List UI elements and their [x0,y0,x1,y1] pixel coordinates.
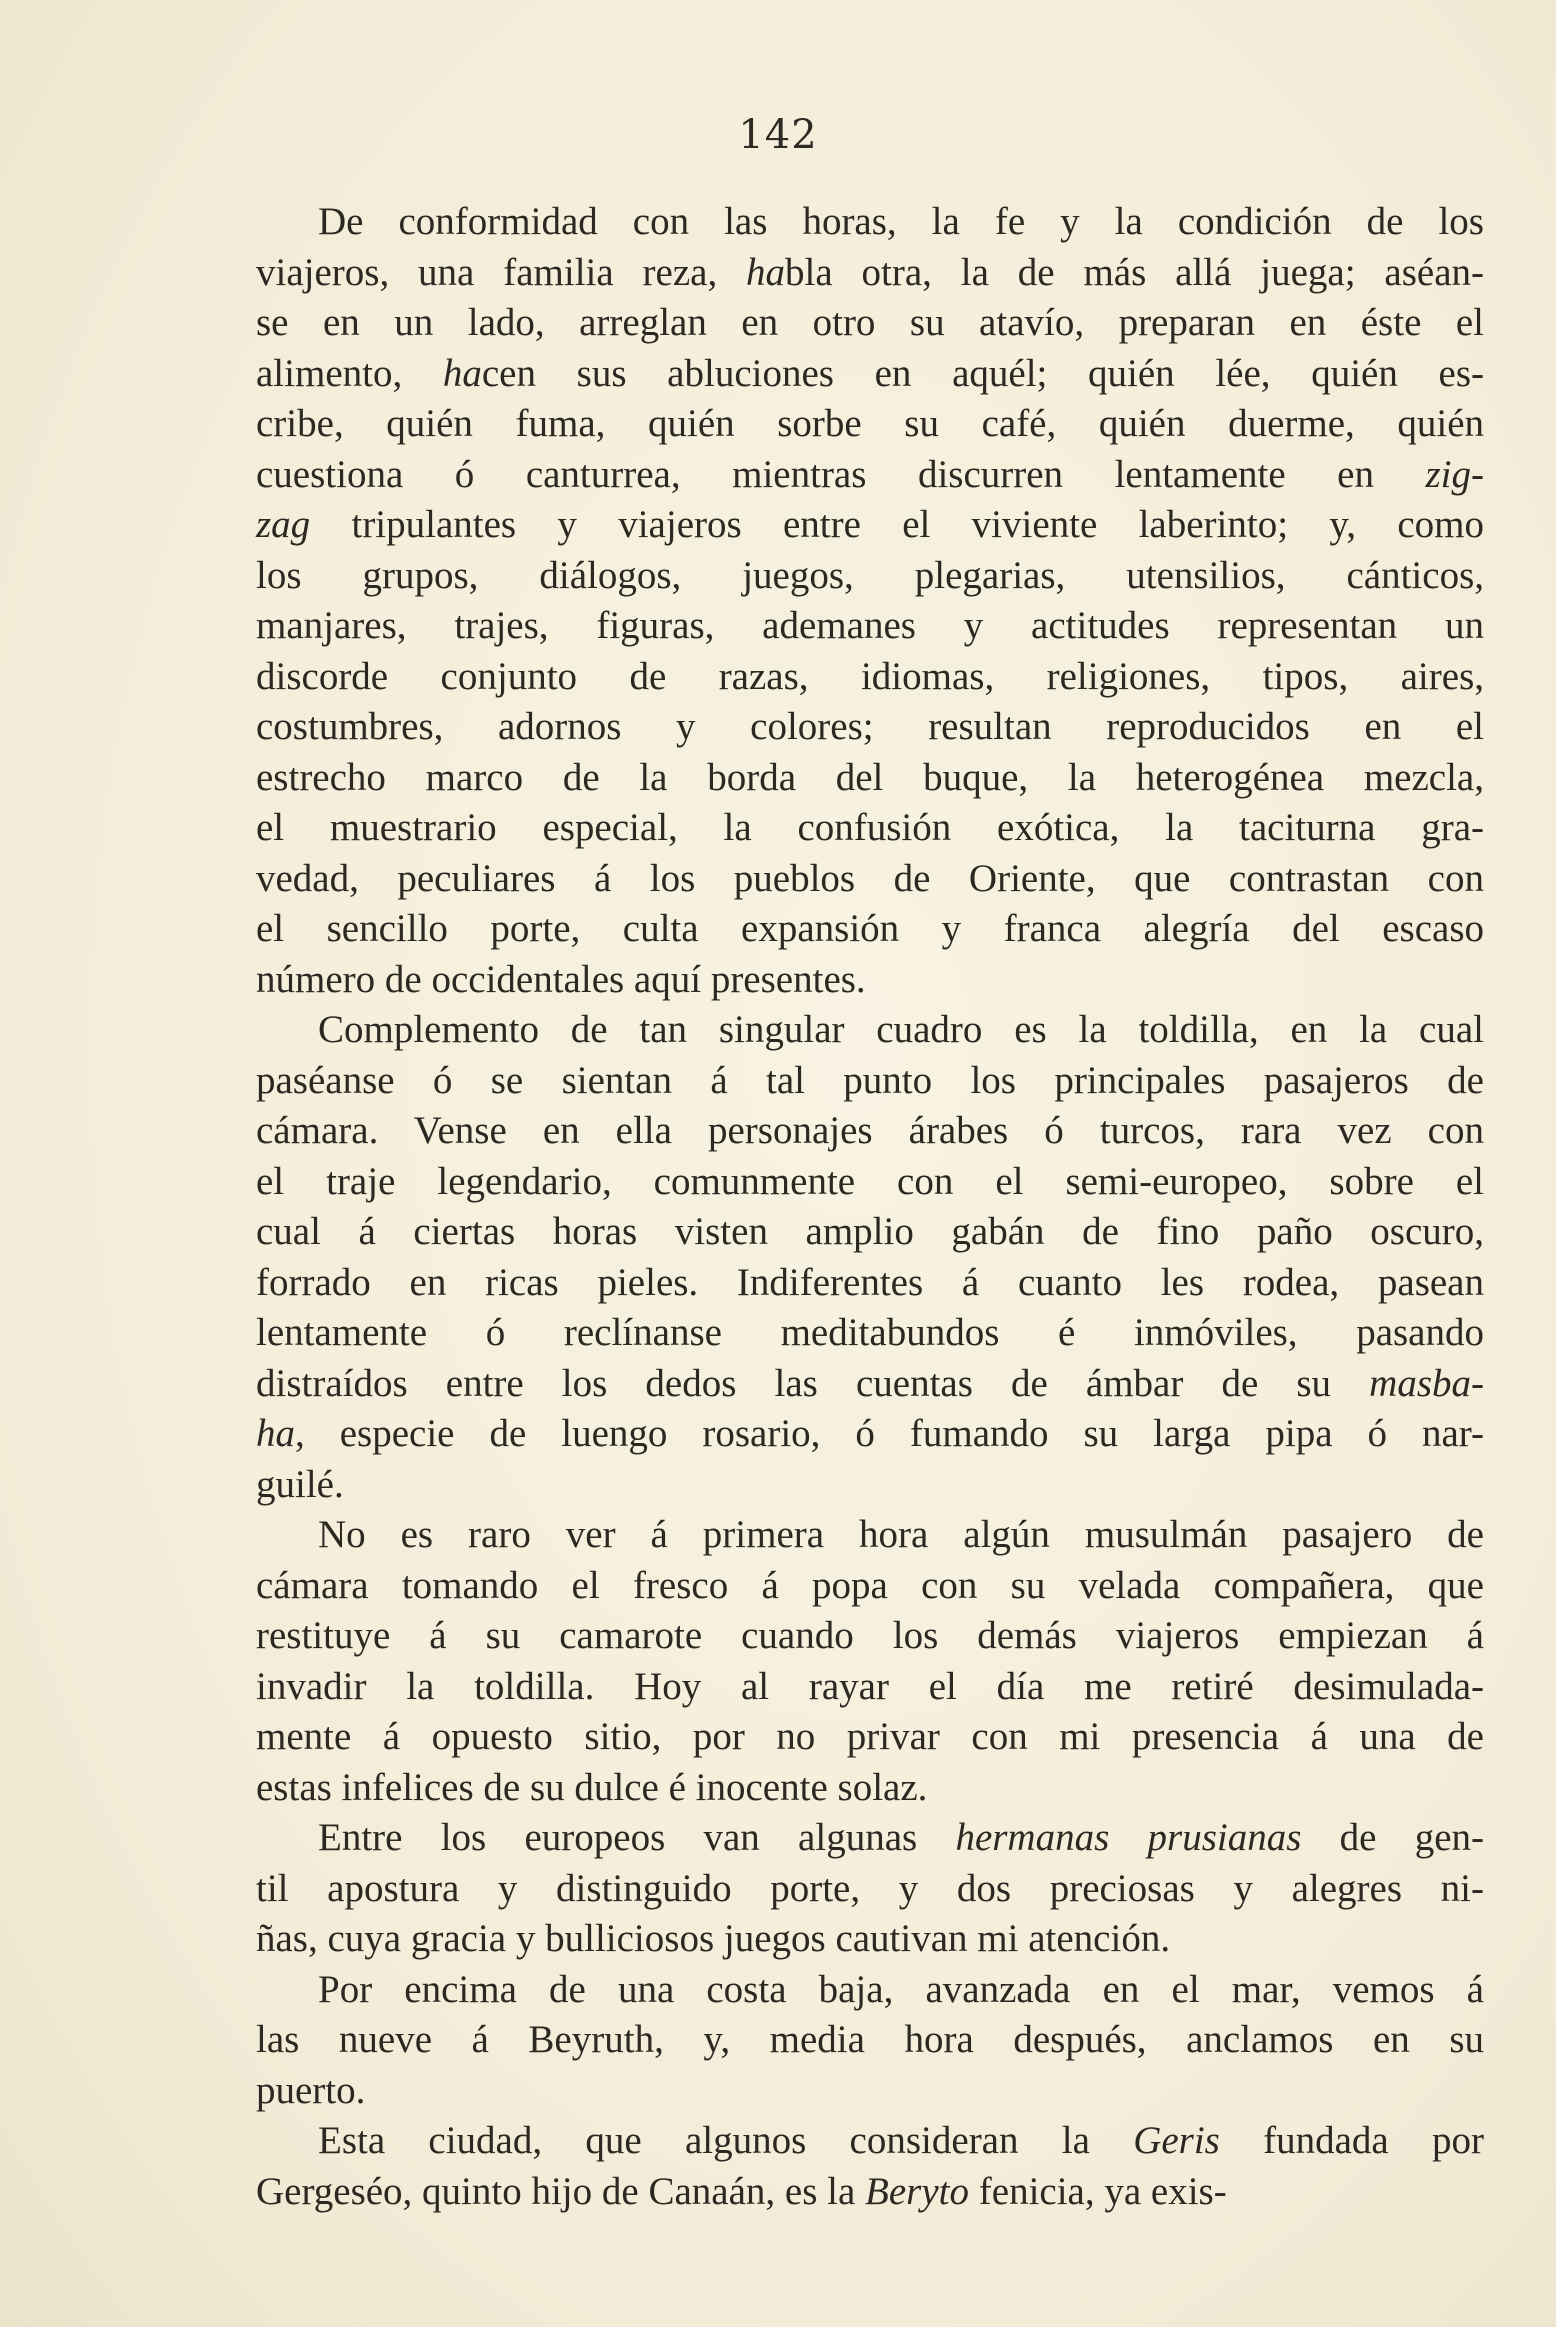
paragraph [256,1965,1484,2117]
text-line: zag tripulantes y viajeros entre el viviente laberinto; y, como [256,503,1484,546]
italic-term: zag [256,503,311,546]
text-line: puerto. [256,2068,366,2112]
text-line: el traje legendario, comunmente con el semi-europeo, sobre el [256,1159,1484,1203]
text-line: forrado en ricas pieles. Indiferentes á cuanto les rodea, pasean [256,1260,1484,1304]
text-line: invadir la toldilla. Hoy al rayar el día me retiré desimulada- [256,1664,1484,1708]
text-line: las nueve á Beyruth, y, media hora después, anclamos en su [256,2018,1484,2061]
text-line: Complemento de tan singular cuadro es la toldilla, en la cual [318,1008,1484,1051]
italic-term: Geris [1133,2119,1220,2162]
italic-term: ha [746,250,786,294]
text-line: lentamente ó reclínanse meditabundos é inmóviles, pasando [256,1311,1484,1354]
italic-term: Beryto [865,2169,970,2213]
text-line: paséanse ó se sientan á tal punto los principales pasajeros de [256,1058,1484,1102]
text-line: manjares, trajes, figuras, ademanes y actitudes representan un [256,604,1484,647]
paragraph [256,1813,1484,1965]
text-line: Esta ciudad, que algunos consideran la Geris fundada por [318,2119,1484,2162]
text-line: cual á ciertas horas visten amplio gabán de fino paño oscuro, [256,1210,1484,1253]
text-line: mente á opuesto sitio, por no privar con mi presencia á una de [256,1715,1484,1758]
text-line: estrecho marco de la borda del buque, la heterogénea mezcla, [256,755,1484,799]
text-line: alimento, hacen sus abluciones en aquél; quién lée, quién es- [256,351,1484,395]
text-line: vedad, peculiares á los pueblos de Oriente, que contrastan con [256,856,1484,900]
text-line: los grupos, diálogos, juegos, plegarias, utensilios, cánticos, [256,553,1484,597]
text-line: Por encima de una costa baja, avanzada en el mar, vemos á [318,1967,1484,2011]
text-line: estas infelices de su dulce é inocente solaz. [256,1765,928,1809]
text-line: No es raro ver á primera hora algún musulmán pasajero de [318,1513,1484,1556]
text-line: cuestiona ó canturrea, mientras discurren lentamente en zig- [256,452,1484,496]
text-line: el sencillo porte, culta expansión y franca alegría del escaso [256,907,1484,950]
text-line: discorde conjunto de razas, idiomas, religiones, tipos, aires, [256,654,1484,698]
paragraph [256,2116,1484,2217]
paragraph [256,1510,1484,1813]
text-line: número de occidentales aquí presentes. [256,957,866,1001]
text-line: el muestrario especial, la confusión exótica, la taciturna gra- [256,806,1484,849]
text-line: viajeros, una familia reza, habla otra, la de más allá juega; aséan- [256,250,1484,294]
text-line: Entre los europeos van algunas hermanas prusianas de gen- [318,1816,1484,1859]
text-line: cribe, quién fuma, quién sorbe su café, quién duerme, quién [256,402,1484,445]
italic-term: hermanas prusianas [955,1816,1302,1859]
paragraph [256,197,1484,1005]
paragraph [256,1005,1484,1510]
text-line: De conformidad con las horas, la fe y la condición de los [318,200,1484,243]
page-number: 142 [738,112,818,158]
text-line: distraídos entre los dedos las cuentas de ámbar de su masba- [256,1361,1484,1405]
text-line: Gergeséo, quinto hijo de Canaán, es la Beryto fenicia, ya exis- [256,2169,1227,2213]
italic-term: zig- [1425,452,1484,496]
italic-term: ha [256,1412,295,1455]
text-line: til apostura y distinguido porte, y dos preciosas y alegres ni- [256,1866,1484,1910]
body-text [256,197,1484,2217]
text-line: se en un lado, arreglan en otro su atavío, preparan en éste el [256,301,1484,344]
text-line: guilé. [256,1462,344,1506]
text-line: costumbres, adornos y colores; resultan reproducidos en el [256,705,1484,748]
italic-term: masba- [1369,1361,1484,1405]
text-line: ha, especie de luengo rosario, ó fumando su larga pipa ó nar- [256,1412,1484,1455]
text-line: ñas, cuya gracia y bulliciosos juegos cautivan mi atención. [256,1917,1171,1960]
text-line: cámara tomando el fresco á popa con su velada compañera, que [256,1563,1484,1607]
text-line: restituye á su camarote cuando los demás viajeros empiezan á [256,1614,1484,1657]
text-line: cámara. Vense en ella personajes árabes ó turcos, rara vez con [256,1109,1484,1152]
italic-term: ha [442,351,482,395]
